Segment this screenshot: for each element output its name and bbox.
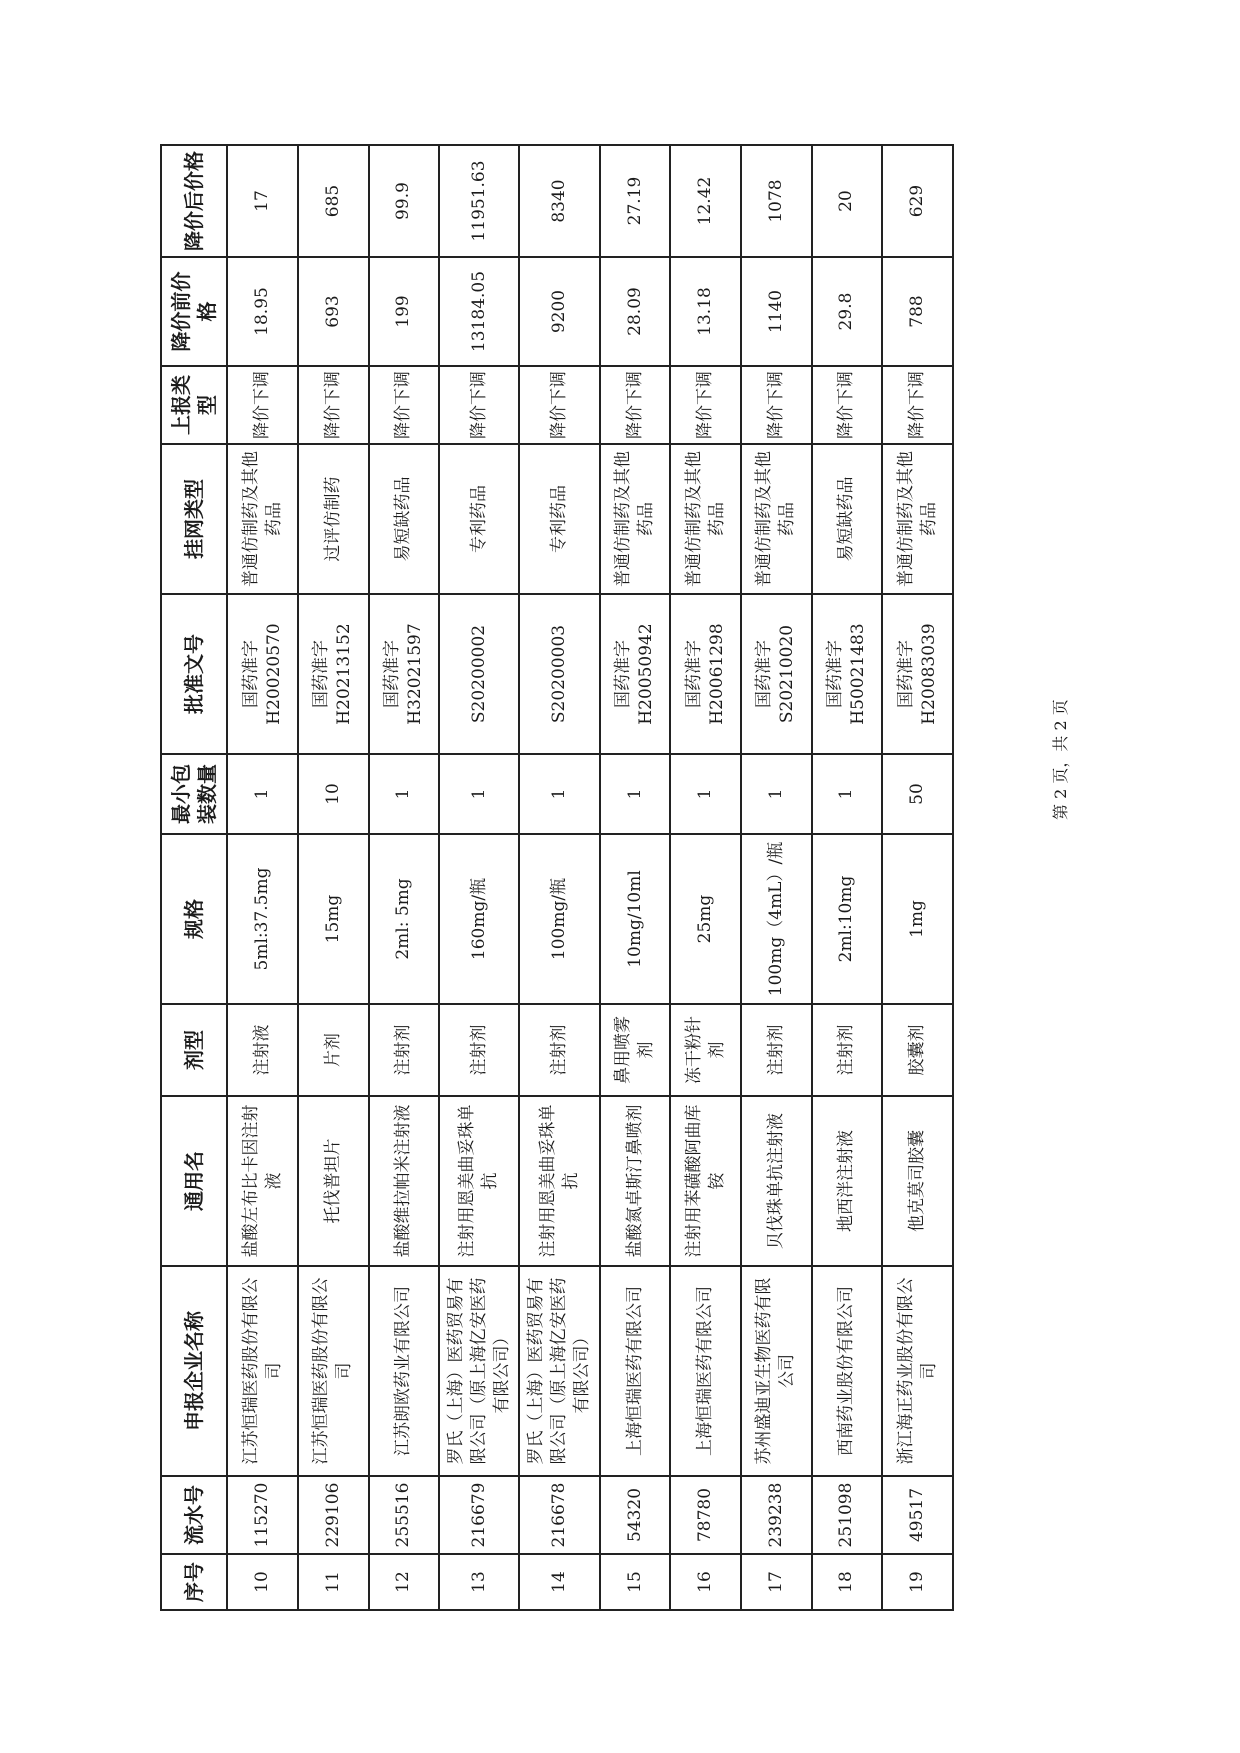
cell-generic-name: 贝伐珠单抗注射液 <box>741 1096 812 1266</box>
cell-company: 罗氏（上海）医药贸易有限公司（原上海亿安医药有限公司） <box>439 1266 519 1476</box>
cell-generic-name: 注射用苯磺酸阿曲库铵 <box>670 1096 741 1266</box>
table-row <box>227 145 298 1610</box>
cell-report-type: 降价下调 <box>741 366 812 444</box>
header-generic-name: 通用名 <box>161 1096 227 1266</box>
cell-price-after: 20 <box>812 145 883 257</box>
cell-price-before: 199 <box>369 257 440 366</box>
table-row <box>439 145 519 1610</box>
cell-company: 苏州盛迪亚生物医药有限公司 <box>741 1266 812 1476</box>
table-row <box>812 145 883 1610</box>
cell-seq: 14 <box>519 1554 599 1610</box>
cell-dosage-form: 注射液 <box>227 1004 298 1096</box>
cell-report-type: 降价下调 <box>600 366 671 444</box>
cell-report-type: 降价下调 <box>369 366 440 444</box>
cell-seq: 17 <box>741 1554 812 1610</box>
cell-seq: 18 <box>812 1554 883 1610</box>
table-body <box>161 145 953 1610</box>
cell-price-before: 1140 <box>741 257 812 366</box>
cell-approval-no: 国药准字H20020570 <box>227 594 298 754</box>
cell-serial: 251098 <box>812 1476 883 1554</box>
cell-report-type: 降价下调 <box>882 366 953 444</box>
cell-spec: 1mg <box>882 834 953 1004</box>
cell-listing-type: 专利药品 <box>519 444 599 594</box>
cell-price-after: 11951.63 <box>439 145 519 257</box>
cell-listing-type: 易短缺药品 <box>369 444 440 594</box>
cell-seq: 16 <box>670 1554 741 1610</box>
page-number: 第 2 页，共 2 页 <box>1051 699 1070 820</box>
cell-price-before: 788 <box>882 257 953 366</box>
cell-approval-no: 国药准字H20083039 <box>882 594 953 754</box>
cell-approval-no: S20200002 <box>439 594 519 754</box>
cell-listing-type: 普通仿制药及其他药品 <box>741 444 812 594</box>
cell-min-pack: 1 <box>227 754 298 834</box>
cell-approval-no: 国药准字S20210020 <box>741 594 812 754</box>
cell-serial: 54320 <box>600 1476 671 1554</box>
cell-min-pack: 1 <box>670 754 741 834</box>
cell-company: 罗氏（上海）医药贸易有限公司（原上海亿安医药有限公司） <box>519 1266 599 1476</box>
cell-price-after: 1078 <box>741 145 812 257</box>
cell-serial: 239238 <box>741 1476 812 1554</box>
cell-serial: 229106 <box>298 1476 369 1554</box>
cell-min-pack: 1 <box>812 754 883 834</box>
cell-generic-name: 盐酸氮卓斯汀鼻喷剂 <box>600 1096 671 1266</box>
cell-company: 上海恒瑞医药有限公司 <box>670 1266 741 1476</box>
cell-spec: 15mg <box>298 834 369 1004</box>
cell-serial: 255516 <box>369 1476 440 1554</box>
cell-listing-type: 普通仿制药及其他药品 <box>882 444 953 594</box>
table-row <box>519 145 599 1610</box>
cell-listing-type: 专利药品 <box>439 444 519 594</box>
cell-min-pack: 1 <box>439 754 519 834</box>
header-serial: 流水号 <box>161 1476 227 1554</box>
cell-seq: 10 <box>227 1554 298 1610</box>
table-row <box>298 145 369 1610</box>
cell-serial: 216678 <box>519 1476 599 1554</box>
header-seq: 序号 <box>161 1554 227 1610</box>
header-price-before: 降价前价格 <box>161 257 227 366</box>
cell-min-pack: 1 <box>600 754 671 834</box>
header-dosage-form: 剂型 <box>161 1004 227 1096</box>
header-price-after: 降价后价格 <box>161 145 227 257</box>
header-listing-type: 挂网类型 <box>161 444 227 594</box>
cell-dosage-form: 冻干粉针剂 <box>670 1004 741 1096</box>
cell-generic-name: 地西泮注射液 <box>812 1096 883 1266</box>
table-row <box>600 145 671 1610</box>
cell-listing-type: 过评仿制药 <box>298 444 369 594</box>
cell-spec: 160mg/瓶 <box>439 834 519 1004</box>
header-company: 申报企业名称 <box>161 1266 227 1476</box>
cell-approval-no: 国药准字H20050942 <box>600 594 671 754</box>
cell-dosage-form: 注射剂 <box>439 1004 519 1096</box>
cell-seq: 19 <box>882 1554 953 1610</box>
table-row <box>670 145 741 1610</box>
header-approval-no: 批准文号 <box>161 594 227 754</box>
cell-report-type: 降价下调 <box>812 366 883 444</box>
cell-seq: 15 <box>600 1554 671 1610</box>
cell-min-pack: 1 <box>369 754 440 834</box>
cell-report-type: 降价下调 <box>227 366 298 444</box>
cell-approval-no: S20200003 <box>519 594 599 754</box>
cell-approval-no: 国药准字H50021483 <box>812 594 883 754</box>
cell-price-before: 18.95 <box>227 257 298 366</box>
cell-seq: 13 <box>439 1554 519 1610</box>
cell-company: 江苏朗欧药业有限公司 <box>369 1266 440 1476</box>
cell-price-before: 693 <box>298 257 369 366</box>
rotated-table-container <box>160 146 954 1611</box>
cell-seq: 12 <box>369 1554 440 1610</box>
cell-price-after: 685 <box>298 145 369 257</box>
cell-dosage-form: 胶囊剂 <box>882 1004 953 1096</box>
cell-seq: 11 <box>298 1554 369 1610</box>
cell-price-after: 99.9 <box>369 145 440 257</box>
cell-company: 江苏恒瑞医药股份有限公司 <box>298 1266 369 1476</box>
cell-price-after: 8340 <box>519 145 599 257</box>
header-report-type: 上报类型 <box>161 366 227 444</box>
cell-spec: 100mg/瓶 <box>519 834 599 1004</box>
cell-spec: 100mg（4mL）/瓶 <box>741 834 812 1004</box>
cell-serial: 78780 <box>670 1476 741 1554</box>
cell-dosage-form: 鼻用喷雾剂 <box>600 1004 671 1096</box>
cell-approval-no: 国药准字H20061298 <box>670 594 741 754</box>
cell-company: 上海恒瑞医药有限公司 <box>600 1266 671 1476</box>
cell-spec: 2ml:10mg <box>812 834 883 1004</box>
cell-generic-name: 托伐普坦片 <box>298 1096 369 1266</box>
cell-price-after: 27.19 <box>600 145 671 257</box>
header-min-pack: 最小包装数量 <box>161 754 227 834</box>
cell-dosage-form: 注射剂 <box>369 1004 440 1096</box>
cell-generic-name: 注射用恩美曲妥珠单抗 <box>519 1096 599 1266</box>
cell-listing-type: 普通仿制药及其他药品 <box>670 444 741 594</box>
price-adjustment-table <box>160 144 954 1611</box>
table-row <box>369 145 440 1610</box>
cell-generic-name: 他克莫司胶囊 <box>882 1096 953 1266</box>
cell-price-before: 9200 <box>519 257 599 366</box>
cell-min-pack: 50 <box>882 754 953 834</box>
cell-dosage-form: 注射剂 <box>812 1004 883 1096</box>
cell-listing-type: 普通仿制药及其他药品 <box>227 444 298 594</box>
cell-report-type: 降价下调 <box>519 366 599 444</box>
cell-report-type: 降价下调 <box>439 366 519 444</box>
table-row <box>741 145 812 1610</box>
cell-approval-no: 国药准字H32021597 <box>369 594 440 754</box>
cell-company: 浙江海正药业股份有限公司 <box>882 1266 953 1476</box>
cell-report-type: 降价下调 <box>298 366 369 444</box>
cell-spec: 2ml: 5mg <box>369 834 440 1004</box>
cell-price-before: 28.09 <box>600 257 671 366</box>
cell-serial: 115270 <box>227 1476 298 1554</box>
cell-company: 江苏恒瑞医药股份有限公司 <box>227 1266 298 1476</box>
cell-spec: 10mg/10ml <box>600 834 671 1004</box>
cell-company: 西南药业股份有限公司 <box>812 1266 883 1476</box>
cell-dosage-form: 注射剂 <box>741 1004 812 1096</box>
cell-price-before: 13.18 <box>670 257 741 366</box>
cell-dosage-form: 片剂 <box>298 1004 369 1096</box>
cell-price-before: 29.8 <box>812 257 883 366</box>
header-spec: 规格 <box>161 834 227 1004</box>
cell-spec: 5ml:37.5mg <box>227 834 298 1004</box>
cell-price-after: 12.42 <box>670 145 741 257</box>
cell-serial: 49517 <box>882 1476 953 1554</box>
table-row <box>882 145 953 1610</box>
cell-approval-no: 国药准字H20213152 <box>298 594 369 754</box>
cell-min-pack: 1 <box>519 754 599 834</box>
cell-serial: 216679 <box>439 1476 519 1554</box>
cell-dosage-form: 注射剂 <box>519 1004 599 1096</box>
cell-generic-name: 注射用恩美曲妥珠单抗 <box>439 1096 519 1266</box>
cell-spec: 25mg <box>670 834 741 1004</box>
header-row <box>161 145 227 1610</box>
cell-price-after: 17 <box>227 145 298 257</box>
cell-price-before: 13184.05 <box>439 257 519 366</box>
cell-min-pack: 10 <box>298 754 369 834</box>
cell-generic-name: 盐酸维拉帕米注射液 <box>369 1096 440 1266</box>
cell-report-type: 降价下调 <box>670 366 741 444</box>
cell-price-after: 629 <box>882 145 953 257</box>
cell-listing-type: 易短缺药品 <box>812 444 883 594</box>
cell-min-pack: 1 <box>741 754 812 834</box>
cell-listing-type: 普通仿制药及其他药品 <box>600 444 671 594</box>
cell-generic-name: 盐酸左布比卡因注射液 <box>227 1096 298 1266</box>
